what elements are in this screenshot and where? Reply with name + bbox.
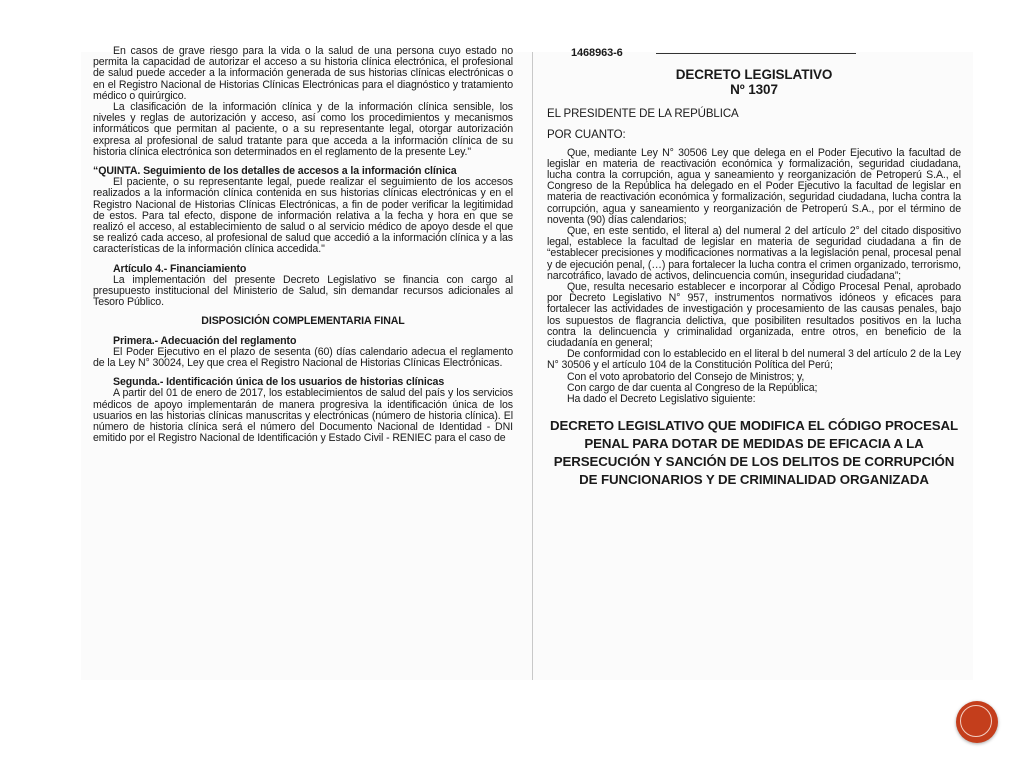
section-heading-quinta: “QUINTA. Seguimiento de los detalles de accesos a la información clínica xyxy=(93,165,457,178)
document-number: 1468963-6 xyxy=(571,47,623,59)
paragraph: De conformidad con lo establecido en el literal b del numeral 3 del artículo 2 de la Ley N° 30506 y el artículo 104 de la Constitución Política del Perú; xyxy=(547,348,961,372)
paragraph: Con cargo de dar cuenta al Congreso de la República; xyxy=(567,381,818,394)
left-column xyxy=(93,46,513,445)
paragraph: El Poder Ejecutivo en el plazo de sesenta (60) días calendario adecua el reglamento de la Ley N° 30024, Ley que crea el Registro Nacional de Historias Clínicas Electrónicas. xyxy=(93,345,513,370)
column-divider xyxy=(532,52,533,680)
right-column xyxy=(547,47,961,489)
paragraph: Que, en este sentido, el literal a) del numeral 2 del artículo 2° del citado dispositivo legal, establece la facultad de legislar en materia de seguridad ciudadana a fin de “establecer precisiones y modificaciones normativas a la legislación penal, procesal penal y de ejecución penal, (…) para fortalecer la lucha contra el crimen organizado, terrorismo, narcotráfico, lavado de activos, delincuencia común, inseguridad ciudadana”; xyxy=(547,225,961,282)
section-heading-disposicion: DISPOSICIÓN COMPLEMENTARIA FINAL xyxy=(201,315,405,328)
scanned-document xyxy=(81,45,973,680)
paragraph: Ha dado el Decreto Legislativo siguiente: xyxy=(567,393,756,406)
decree-main-title: DECRETO LEGISLATIVO QUE MODIFICA EL CÓDIGO PROCESAL PENAL PARA DOTAR DE MEDIDAS DE EFICACIA A LA PERSECUCIÓN Y SANCIÓN DE LOS DELITOS DE CORRUPCIÓN DE FUNCIONARIOS Y DE CRIMINALIDAD ORGANIZADA xyxy=(549,418,959,488)
decree-title xyxy=(547,67,961,97)
top-line xyxy=(571,48,961,59)
section-heading-articulo-4: Artículo 4.- Financiamiento xyxy=(113,262,247,275)
bullet-ring xyxy=(960,705,992,737)
section-heading-primera: Primera.- Adecuación del reglamento xyxy=(113,334,297,347)
paragraph: La clasificación de la información clínica y de la información clínica sensible, los niveles y reglas de autorización y acceso, así como los procedimientos y mecanismos informáticos que permitan al paciente, o a su representante legal, otorgar autorización expresa al profesional de salud tratante para que acceda a la información clínica de su historia clínica electrónica son determinados en el reglamento de la presente Ley." xyxy=(93,101,513,158)
decree-title-line-1: DECRETO LEGISLATIVO xyxy=(675,67,833,83)
paragraph: La implementación del presente Decreto Legislativo se financia con cargo al presupuesto institucional del Ministerio de Salud, sin demandar recursos adicionales al Tesoro Público. xyxy=(93,273,513,309)
paragraph: A partir del 01 de enero de 2017, los establecimientos de salud del país y los servicios médicos de apoyo implementarán de manera progresiva la identificación única de los usuarios en las historias clínicas manuscritas y electrónicas (número de historia clínica). El número de historia clínica será el número del Documento Nacional de Identidad - DNI emitido por el Registro Nacional de Identificación y Estado Civil - RENIEC para el caso de xyxy=(93,387,513,445)
paragraph: Que, resulta necesario establecer e incorporar al Código Procesal Penal, aprobado por Decreto Legislativo N° 957, instrumentos normativos idóneos y eficaces para fortalecer las actividades de investigación y procesamiento de las causas penales, bajo los supuestos de flagrancia delictiva, que posibiliten resultados positivos en la lucha contra la delincuencia y criminalidad organizada, entre otros, en beneficio de la ciudadanía en general; xyxy=(547,281,961,350)
circle-bullet-icon xyxy=(956,701,998,743)
por-cuanto: POR CUANTO: xyxy=(547,129,626,142)
top-rule xyxy=(656,53,856,54)
paragraph: Con el voto aprobatorio del Consejo de Ministros; y, xyxy=(567,370,805,383)
section-heading-segunda: Segunda.- Identificación única de los usuarios de historias clínicas xyxy=(113,376,445,389)
paragraph: En casos de grave riesgo para la vida o la salud de una persona cuyo estado no permita la capacidad de autorizar el acceso a su historia clínica electrónica, el profesional de salud puede acceder a la información generada de sus historias clínicas electrónicas o en el Registro Nacional de Historias Clínicas Electrónicas para el diagnóstico y tratamiento médico o quirúrgico. xyxy=(93,45,513,102)
paragraph: El paciente, o su representante legal, puede realizar el seguimiento de los accesos realizados a la información clínica contenida en sus historias clínicas electrónicas y en el Registro Nacional de Historias Clínicas Electrónicas, a fin de poder verificar la legitimidad de estos. Para tal efecto, dispone de información relativa a la fecha y hora en que se realizó el acceso, al establecimiento de salud o al servicio médico de apoyo desde el que se realizó cada acceso, al profesional de salud que accedió a la información clínica y a las características de la información clínica accedida." xyxy=(93,176,513,256)
president-heading: EL PRESIDENTE DE LA REPÚBLICA xyxy=(547,108,739,121)
decree-title-line-2: Nº 1307 xyxy=(730,82,778,98)
paragraph: Que, mediante Ley N° 30506 Ley que delega en el Poder Ejecutivo la facultad de legislar en materia de reactivación económica y formalización, seguridad ciudadana, lucha contra la corrupción, agua y saneamiento y reorganización de Petroperú S.A., el Congreso de la República ha delegado en el Poder Ejecutivo la facultad de legislar en materia de reactivación económica y formalización, seguridad ciudadana, lucha contra la corrupción, agua y saneamiento y reorganización de Petroperú S.A., por el término de noventa (90) días calendarios; xyxy=(547,146,961,226)
